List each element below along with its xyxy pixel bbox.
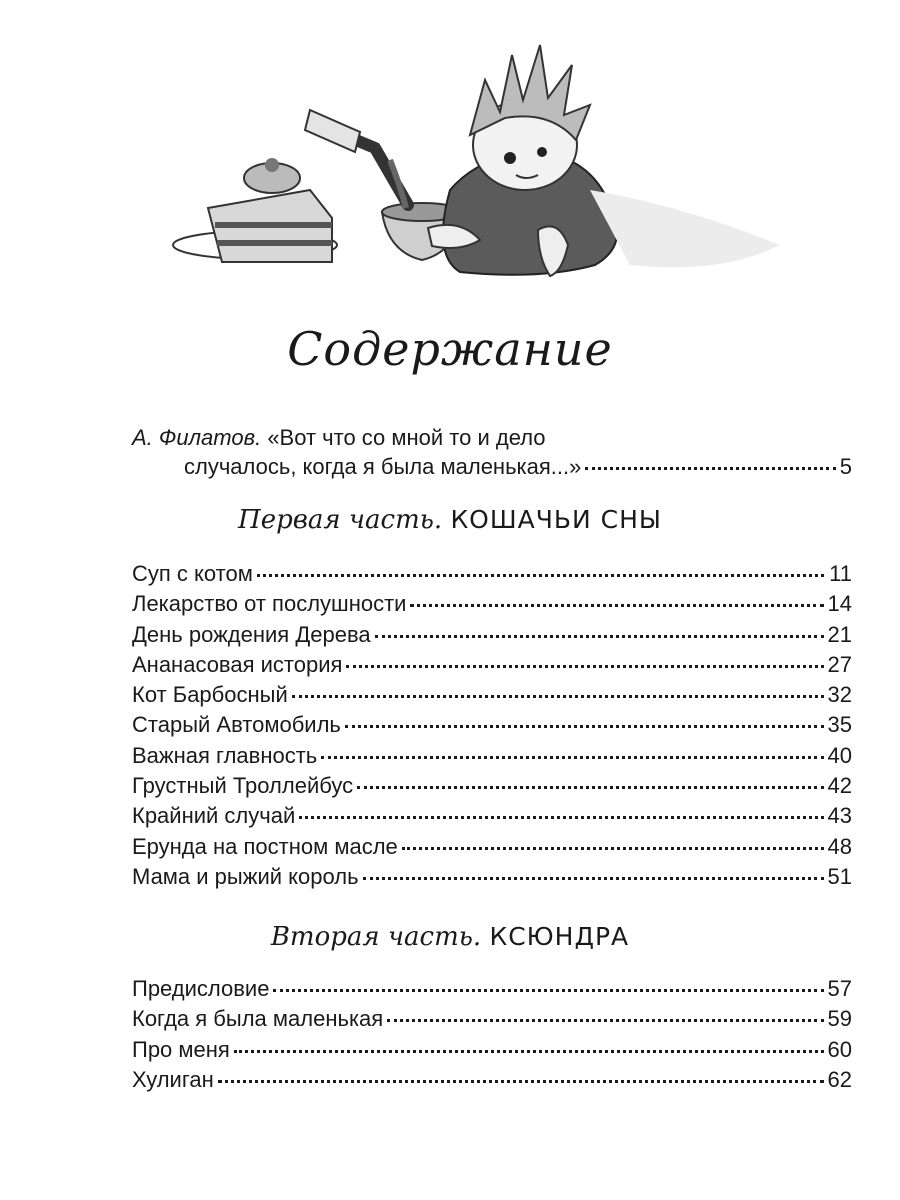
- toc-entry-page: 51: [827, 863, 852, 889]
- boy-with-cake-illustration: [160, 40, 810, 300]
- toc-entry-title: Хулиган: [132, 1066, 214, 1092]
- page-title: Содержание: [287, 322, 613, 376]
- intro-title-part2: случалось, когда я была маленькая...»: [184, 454, 582, 479]
- toc-entry-title: Кот Барбосный: [132, 682, 288, 708]
- toc-entry[interactable]: [132, 682, 852, 712]
- section-heading-prefix: Вторая часть.: [270, 922, 482, 952]
- dot-leader: [387, 1019, 823, 1022]
- toc-entry-title: Ананасовая история: [132, 651, 343, 677]
- toc-entry-page: 48: [827, 833, 852, 859]
- toc-entry-page: 62: [827, 1066, 852, 1092]
- toc-entry[interactable]: [132, 743, 852, 773]
- dot-leader: [363, 877, 824, 880]
- toc-entry-page: 60: [827, 1036, 852, 1062]
- toc-entry-title: Крайний случай: [132, 803, 296, 829]
- toc-entry-title: Лекарство от послушности: [132, 591, 407, 617]
- dot-leader: [410, 604, 823, 607]
- toc-entry-page: 21: [827, 621, 852, 647]
- toc-entry-title: Когда я была маленькая: [132, 1006, 384, 1032]
- intro-entry[interactable]: [132, 423, 852, 481]
- toc-entry[interactable]: [132, 1006, 852, 1036]
- dot-leader: [402, 847, 824, 850]
- section-heading-part-2: [0, 922, 900, 952]
- toc-entry[interactable]: [132, 1067, 852, 1097]
- toc-entry-title: Грустный Троллейбус: [132, 773, 354, 799]
- section-heading-name: КОШАЧЬИ СНЫ: [450, 505, 662, 534]
- toc-entry-page: 42: [827, 773, 852, 799]
- toc-entry[interactable]: [132, 1037, 852, 1067]
- toc-entry[interactable]: [132, 864, 852, 894]
- dot-leader: [234, 1050, 824, 1053]
- intro-title-part1: «Вот что со мной то и дело: [267, 425, 546, 450]
- toc-entry-page: 35: [827, 712, 852, 738]
- toc-entry-title: Старый Автомобиль: [132, 712, 341, 738]
- toc-list-part-2: [132, 976, 852, 1097]
- dot-leader: [257, 574, 824, 577]
- section-heading-prefix: Первая часть.: [238, 505, 443, 535]
- dot-leader: [357, 786, 823, 789]
- dot-leader: [346, 665, 823, 668]
- toc-entry-page: 32: [827, 682, 852, 708]
- dot-leader: [375, 635, 824, 638]
- toc-entry-title: День рождения Дерева: [132, 621, 371, 647]
- toc-entry-page: 27: [827, 651, 852, 677]
- intro-page-number: 5: [839, 454, 852, 479]
- dot-leader: [299, 816, 823, 819]
- toc-entry-page: 11: [829, 561, 852, 586]
- toc-entry-page: 40: [827, 742, 852, 768]
- toc-entry[interactable]: [132, 803, 852, 833]
- toc-entry[interactable]: [132, 561, 852, 591]
- section-heading-part-1: [0, 505, 900, 535]
- toc-entry-page: 43: [827, 803, 852, 829]
- dot-leader: [345, 725, 824, 728]
- dot-leader: [273, 989, 823, 992]
- toc-entry-title: Мама и рыжий король: [132, 863, 359, 889]
- dot-leader: [585, 467, 835, 470]
- toc-entry[interactable]: [132, 622, 852, 652]
- section-heading-name: КСЮНДРА: [489, 922, 630, 951]
- dot-leader: [321, 756, 823, 759]
- toc-entry[interactable]: [132, 834, 852, 864]
- toc-entry[interactable]: [132, 712, 852, 742]
- toc-list-part-1: [132, 561, 852, 894]
- toc-entry[interactable]: [132, 773, 852, 803]
- dot-leader: [292, 695, 824, 698]
- toc-entry[interactable]: [132, 652, 852, 682]
- toc-entry-title: Ерунда на постном масле: [132, 833, 398, 859]
- toc-entry-page: 57: [827, 976, 852, 1001]
- toc-entry[interactable]: [132, 976, 852, 1006]
- toc-entry-title: Про меня: [132, 1036, 230, 1062]
- toc-entry-page: 59: [827, 1006, 852, 1032]
- toc-entry-title: Суп с котом: [132, 561, 253, 586]
- toc-entry-page: 14: [827, 591, 852, 617]
- intro-author: А. Филатов.: [132, 425, 262, 450]
- toc-entry-title: Предисловие: [132, 976, 270, 1001]
- dot-leader: [218, 1080, 824, 1083]
- toc-entry[interactable]: [132, 591, 852, 621]
- toc-entry-title: Важная главность: [132, 742, 318, 768]
